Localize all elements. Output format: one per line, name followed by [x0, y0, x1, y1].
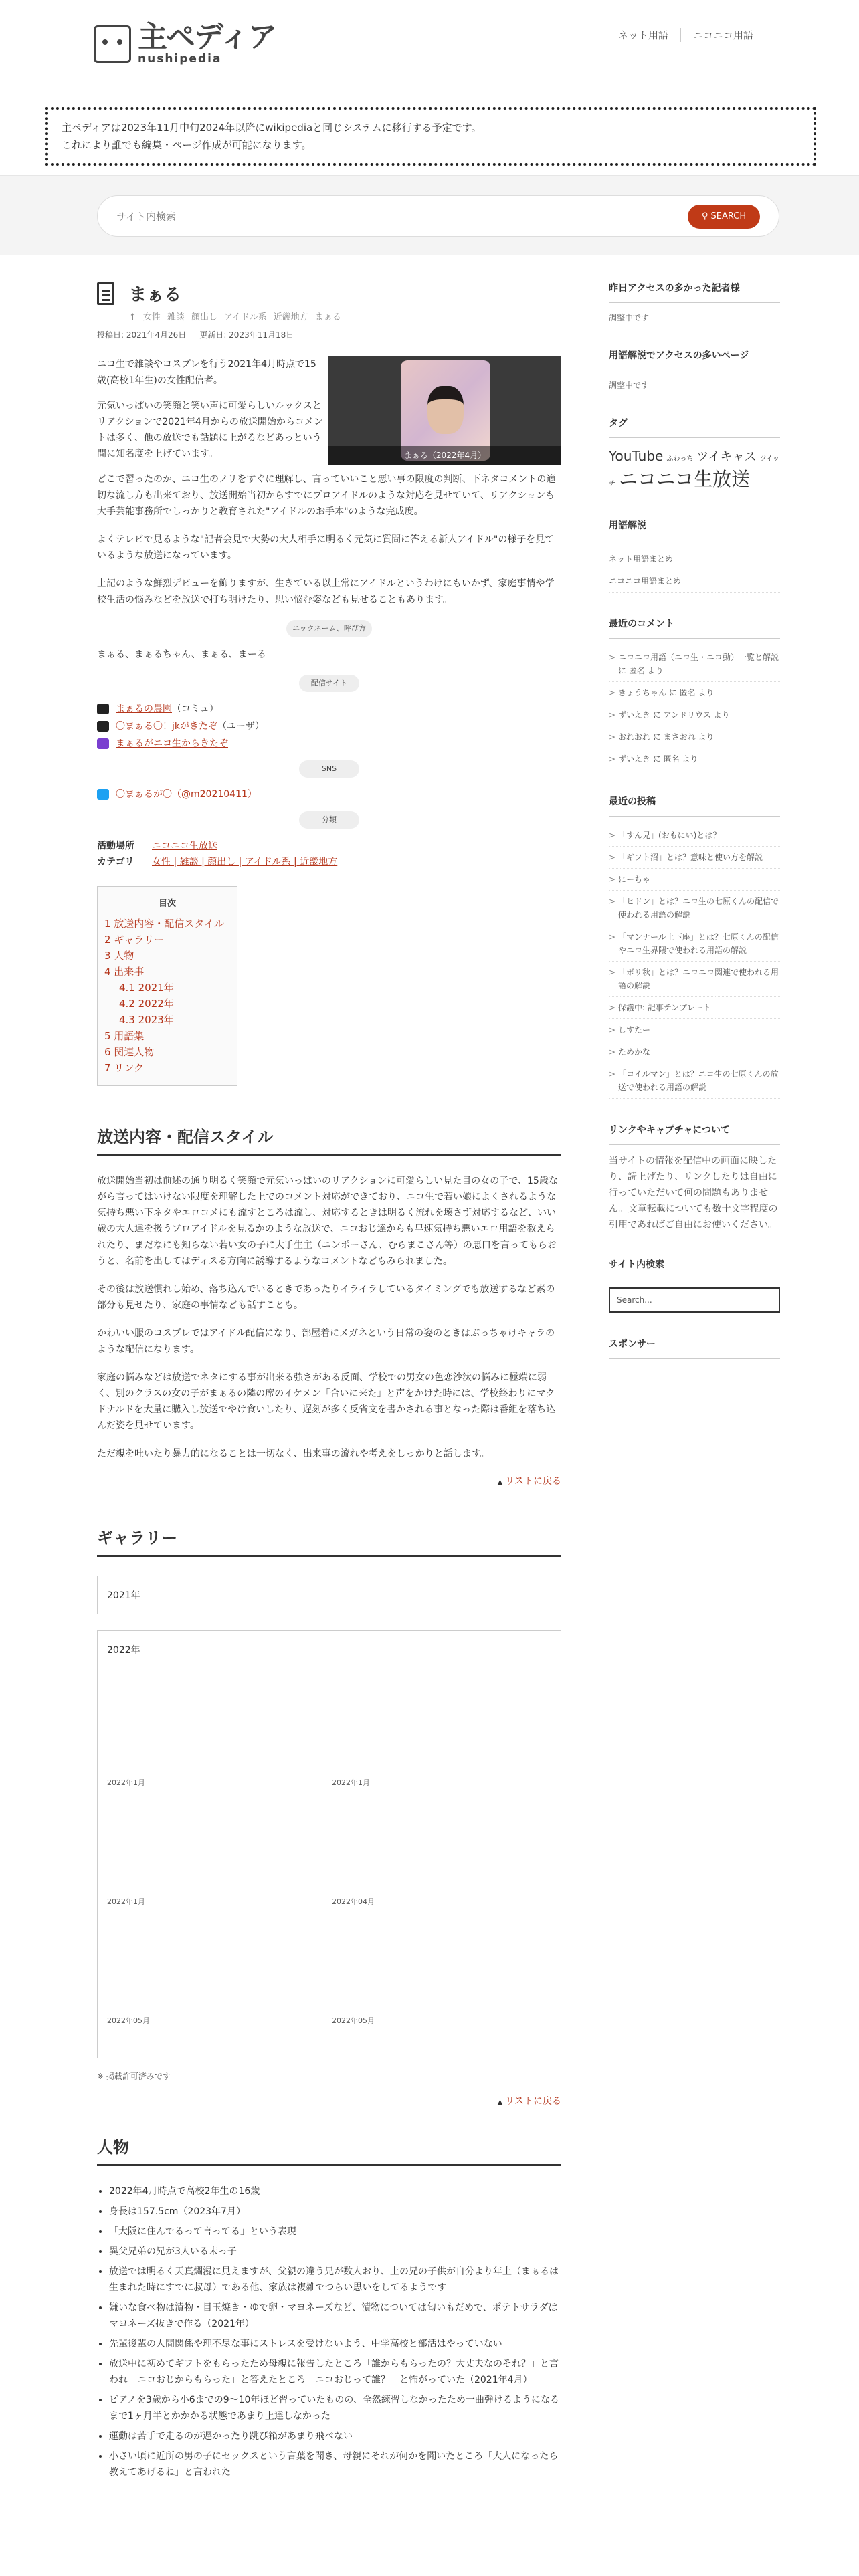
- sns-label: SNS: [299, 760, 359, 778]
- list-item: • 放送中に初めてギフトをもらったため母親に報告したところ「誰からもらったの？大丈夫なのそれ？」と言われ「ニコおじからもらった」と答えたところ「ニコおじって誰？」と怖がっていた（2021年4月）: [109, 2356, 561, 2388]
- widget-text: 調整中です: [609, 313, 650, 322]
- gallery-year: 2022年: [107, 1645, 140, 1656]
- paragraph: 上記のような鮮烈デビューを飾りますが、生きている以上常にアイドルというわけにもいかず、家庭事情や学校生活の悩みなどを放送で打ち明けたり、思い悩む姿なども見せることもあります。: [97, 578, 555, 605]
- toc-title: 目次: [158, 899, 176, 909]
- cat-link[interactable]: まぁる: [314, 312, 341, 322]
- tv-icon: [97, 704, 109, 714]
- kv-key: カテゴリ: [97, 857, 134, 867]
- section-heading: ギャラリー: [97, 1525, 561, 1557]
- comment-item[interactable]: > おれおれ に まさおれ より: [609, 726, 780, 748]
- twitch-icon: [97, 738, 109, 749]
- list-item: • 身長は157.5cm（2023年7月）: [109, 2204, 561, 2220]
- tag-link[interactable]: YouTube: [609, 448, 664, 464]
- site-logo[interactable]: [94, 20, 276, 66]
- toc-item[interactable]: 2 ギャラリー: [104, 934, 165, 946]
- widget-text: 調整中です: [609, 381, 650, 390]
- category-label: 分類: [299, 811, 359, 829]
- cat-link[interactable]: 近畿地方: [273, 312, 308, 322]
- paragraph: 家庭の悩みなどは放送でネタにする事が出来る強さがある反面、学校での男女の色恋沙汰の悩みに極端に弱く、別のクラスの女の子がまぁるの隣の席のイケメン「合いに来た」と声をかけた時には、学校終わりにマクドナルドを大量に購入し放送でやけ食いしたり、遅刻が多く反省文を書かされる事となった際は番組を落ち込んだ姿を見せています。: [97, 1372, 556, 1431]
- page-title: まぁる: [129, 285, 182, 305]
- notice-line2: これにより誰でも編集・ページ作成が可能になります。: [62, 139, 312, 151]
- tag-cloud: [609, 446, 780, 494]
- widget-title: 用語解説: [609, 518, 780, 540]
- header-nav: [606, 28, 765, 42]
- toc-item[interactable]: 4.1 2021年: [119, 982, 174, 994]
- logo-mascot-icon: [94, 25, 131, 63]
- toc-item[interactable]: 4 出来事: [104, 966, 145, 978]
- kv-value[interactable]: ニコニコ生放送: [152, 841, 217, 851]
- toc-item[interactable]: 4.2 2022年: [119, 998, 174, 1010]
- term-link[interactable]: ニコニコ用語まとめ: [609, 570, 780, 593]
- list-item: • 異父兄弟の兄が3人いる末っ子: [109, 2244, 561, 2260]
- gallery-label: 2022年1月: [107, 1897, 145, 1906]
- paragraph: その後は放送慣れし始め、落ち込んでいるときであったりイライラしているタイミングでも放送するなど素の部分も見せたり、家庭の事情なども話すことも。: [97, 1284, 555, 1311]
- toc-item[interactable]: 3 人物: [104, 950, 134, 962]
- nickname-label: ニックネーム、呼び方: [286, 620, 372, 637]
- paragraph: よくテレビで見るような"記者会見で大勢の大人相手に明るく元気に質問に答える新人アイドル"の様子を見ているような放送になっています。: [97, 534, 555, 561]
- comment-item[interactable]: > ずいえき に アンドリウス より: [609, 704, 780, 726]
- post-item[interactable]: > 保護中: 記事テンプレート: [609, 997, 780, 1019]
- gallery-2022: [97, 1630, 561, 2058]
- paragraph: ただ親を吐いたり暴力的になることは一切なく、出来事の流れや考えをしっかりと話します。: [97, 1448, 490, 1459]
- search-icon: ⚲: [701, 211, 711, 221]
- gallery-2021[interactable]: 2021年: [97, 1576, 561, 1614]
- nav-net-terms[interactable]: ネット用語: [617, 29, 668, 41]
- posted-date: 投稿日: 2021年4月26日: [97, 330, 187, 340]
- post-item[interactable]: > 「ボリ秋」とは？ニコニコ関連で使われる用語の解説: [609, 962, 780, 997]
- gallery-label: 2022年1月: [107, 1778, 145, 1787]
- widget-title: 昨日アクセスの多かった記者様: [609, 281, 780, 303]
- comment-item[interactable]: > ニコニコ用語（ニコ生・ニコ動）一覧と解説 に 匿名 より: [609, 647, 780, 682]
- gallery-label: 2022年1月: [332, 1778, 370, 1787]
- notice-text-2: 2024年以降にwikipediaと同じシステムに移行する予定です。: [199, 122, 482, 134]
- photo-person: [427, 386, 464, 434]
- site-suffix: （コミュ）: [172, 704, 219, 714]
- list-item: • 2022年4月時点で高校2年生の16歳: [109, 2183, 561, 2199]
- gallery-label: 2022年04月: [332, 1897, 375, 1906]
- post-item[interactable]: > 「すん兄」(おもにい)とは？: [609, 825, 780, 847]
- toc-item[interactable]: 1 放送内容・配信スタイル: [104, 918, 225, 930]
- search-input[interactable]: [116, 208, 652, 225]
- cat-up: ↑: [129, 312, 136, 322]
- notice-text: 主ペディアは: [62, 122, 121, 134]
- notice-box: [45, 107, 816, 166]
- toc-item[interactable]: 5 用語集: [104, 1030, 145, 1042]
- tv-icon: [97, 721, 109, 732]
- search-box: [97, 195, 779, 237]
- photo-caption: まぁる（2022年4月）: [328, 446, 561, 465]
- list-item: • 小さい頃に近所の男の子にセックスという言葉を聞き、母親にそれが何かを聞いたところ「大人になったら教えてあげるね」と言われた: [109, 2448, 561, 2480]
- paragraph: どこで習ったのか、ニコ生のノリをすぐに理解し、言っていいこと悪い事の限度の判断、下ネタコメントの適切な流し方も出来ており、放送開始当初からすでにプロアイドルのような対応を見せていて、リアクションも大手芸能事務所でしっかりと教育された"アイドルのお手本"のような完成度。: [97, 474, 556, 517]
- gallery-label: 2022年05月: [107, 2016, 150, 2025]
- widget-title: リンクやキャプチャについて: [609, 1123, 780, 1145]
- widget-title: スポンサー: [609, 1337, 780, 1359]
- toc-item[interactable]: 4.3 2023年: [119, 1014, 174, 1026]
- site-link[interactable]: まぁるの農園: [116, 704, 172, 714]
- toc-item[interactable]: 7 リンク: [104, 1062, 145, 1074]
- logo-jp: 主ペディア: [138, 20, 276, 54]
- paragraph: かわいい服のコスプレではアイドル配信になり、部屋着にメガネという日常の姿のときはぶっちゃけキャラのような配信になります。: [97, 1328, 555, 1355]
- site-link[interactable]: まぁるがニコ生からきたぞ: [116, 738, 228, 749]
- widget-text: 当サイトの情報を配信中の画面に映したり、読上げたり、リンクしたりは自由に行っていただいて何の問題もありません。文章転載についても数十文字程度の引用であればご自由にお使いください。: [609, 1156, 778, 1230]
- post-item[interactable]: > 「コイルマン」とは？ニコ生の七原くんの放送で使われる用語の解説: [609, 1063, 780, 1099]
- twitter-icon: [97, 789, 109, 800]
- nickname-text: まぁる、まぁるちゃん、まぁる、まーる: [97, 649, 266, 660]
- document-icon: [97, 282, 114, 305]
- paragraph: 放送開始当初は前述の通り明るく笑顔で元気いっぱいのリアクションに可愛らしい見た目の女の子で、15歳ながら言ってはいけない限度を理解した上でのコメント対応ができており、ニコ生で若い娘によくされるような気持ち悪い下ネタやエロコメにも流すところは流し、対応するときは明るく流れを壊さず対応するなど、いい歳の大人達を扱うプロアイドルを見るかのような放送で、ニコおじ達からも早速気持ち悪いエロ用語を教えられたり、まだなにも知らない若い女の子に大手生主（ニンポーさん、むらまこさん等）の悪口を言ってもらおうと、名前を出してはディスる方向に誘導するようなコメントなどもみられました。: [97, 1176, 558, 1267]
- list-item: • 「大阪に住んでるって言ってる」という表現: [109, 2224, 561, 2240]
- list-item: • 放送では明るく天真爛漫に見えますが、父親の違う兄が数人おり、上の兄の子供が自分より年上（まぁるは生まれた時にすでに叔母）である他、家族は複雑でつらい思いをしてるようです: [109, 2264, 561, 2296]
- search-button-label: SEARCH: [710, 211, 747, 221]
- list-item: • 運動は苦手で走るのが遅かったり跳び箱があまり飛べない: [109, 2428, 561, 2444]
- post-item[interactable]: > 「マンナール土下座」とは？七原くんの配信やニコ生界隈で使われる用語の解説: [609, 926, 780, 962]
- widget-title: 最近のコメント: [609, 617, 780, 639]
- list-item: • 嫌いな食べ物は漬物・目玉焼き・ゆで卵・マヨネーズなど、漬物については匂いもだめで、ポテトサラダはマヨネーズ抜きで作る（2021年）: [109, 2300, 561, 2332]
- intro: [97, 356, 561, 462]
- section-heading: 人物: [97, 2134, 561, 2166]
- updated-date: 更新日: 2023年11月18日: [199, 330, 294, 340]
- sites-label: 配信サイト: [299, 675, 359, 692]
- profile-photo[interactable]: [328, 356, 561, 465]
- tag-link[interactable]: ふわっち: [666, 455, 694, 463]
- comment-item[interactable]: > ずいえき に 匿名 より: [609, 748, 780, 770]
- tag-link[interactable]: ツイキャス: [696, 450, 757, 464]
- sidebar: [609, 281, 780, 1383]
- term-link[interactable]: ネット用語まとめ: [609, 548, 780, 570]
- sns-link[interactable]: 〇まぁるが〇（@m20210411）: [116, 789, 257, 800]
- site-header: [0, 0, 859, 100]
- search-button[interactable]: [688, 205, 760, 229]
- cat-link[interactable]: 女性: [142, 312, 161, 322]
- article: [97, 281, 561, 2484]
- post-item[interactable]: > しすたー: [609, 1019, 780, 1041]
- section-heading: 放送内容・配信スタイル: [97, 1123, 561, 1156]
- notice-strike: 2023年11月中旬: [120, 122, 200, 134]
- widget-title: 最近の投稿: [609, 794, 780, 817]
- post-item[interactable]: > 「ヒドン」とは？ニコ生の七原くんの配信で使われる用語の解説: [609, 891, 780, 926]
- intro-para: 元気いっぱいの笑顔と笑い声に可愛らしいルックスとリアクションで2021年4月からの放送開始からコメントは多く、他の放送でも話題に上がるなどあっという間に知名度を上げています。: [97, 401, 323, 459]
- search-bar: [0, 175, 859, 255]
- table-of-contents: [97, 886, 237, 1086]
- sidebar-search-input[interactable]: Search...: [609, 1287, 780, 1313]
- widget-title: タグ: [609, 416, 780, 438]
- cat-link[interactable]: 顔出し: [191, 312, 217, 322]
- nav-nico-terms[interactable]: ニコニコ用語: [680, 28, 765, 42]
- post-item[interactable]: > にーちゃ: [609, 869, 780, 891]
- tag-link[interactable]: ツイッチ: [609, 455, 779, 488]
- list-item: • ピアノを3歳から小6までの9〜10年ほど習っていたものの、全然練習しなかったため一曲弾けるようになるまで1ヶ月半とかかかる状態であまり上達しなかった: [109, 2392, 561, 2424]
- widget-title: 用語解説でアクセスの多いページ: [609, 348, 780, 370]
- kv-value[interactable]: 女性 | 雑談 | 顔出し | アイドル系 | 近畿地方: [152, 857, 338, 867]
- cat-link[interactable]: アイドル系: [223, 312, 267, 322]
- intro-para: ニコ生で雑談やコスプレを行う2021年4月時点で15歳(高校1年生)の女性配信者。: [97, 359, 316, 386]
- category-breadcrumb: [129, 310, 561, 322]
- list-item: • 先輩後輩の人間関係や理不尽な事にストレスを受けないよう、中学高校と部活はやっていない: [109, 2336, 561, 2352]
- comment-item[interactable]: > きょうちゃん に 匿名 より: [609, 682, 780, 704]
- site-link[interactable]: 〇まぁる〇！jkがきたぞ: [116, 721, 217, 732]
- gallery-note: ※ 掲載許可済みです: [97, 2072, 171, 2081]
- tag-link[interactable]: ニコニコ生放送: [619, 468, 751, 490]
- post-item[interactable]: > ためかな: [609, 1041, 780, 1063]
- back-to-list-link[interactable]: ▲ リストに戻る: [97, 2094, 561, 2107]
- logo-en: nushipedia: [138, 52, 222, 66]
- kv-key: 活動場所: [97, 841, 134, 851]
- cat-link[interactable]: 雑談: [167, 312, 185, 322]
- toc-item[interactable]: 6 関連人物: [104, 1046, 155, 1058]
- back-to-list-link[interactable]: ▲ リストに戻る: [97, 1474, 561, 1487]
- gallery-label: 2022年05月: [332, 2016, 375, 2025]
- post-item[interactable]: > 「ギフト沼」とは？意味と使い方を解説: [609, 847, 780, 869]
- widget-title: サイト内検索: [609, 1257, 780, 1279]
- site-suffix: （ユーザ）: [217, 721, 264, 732]
